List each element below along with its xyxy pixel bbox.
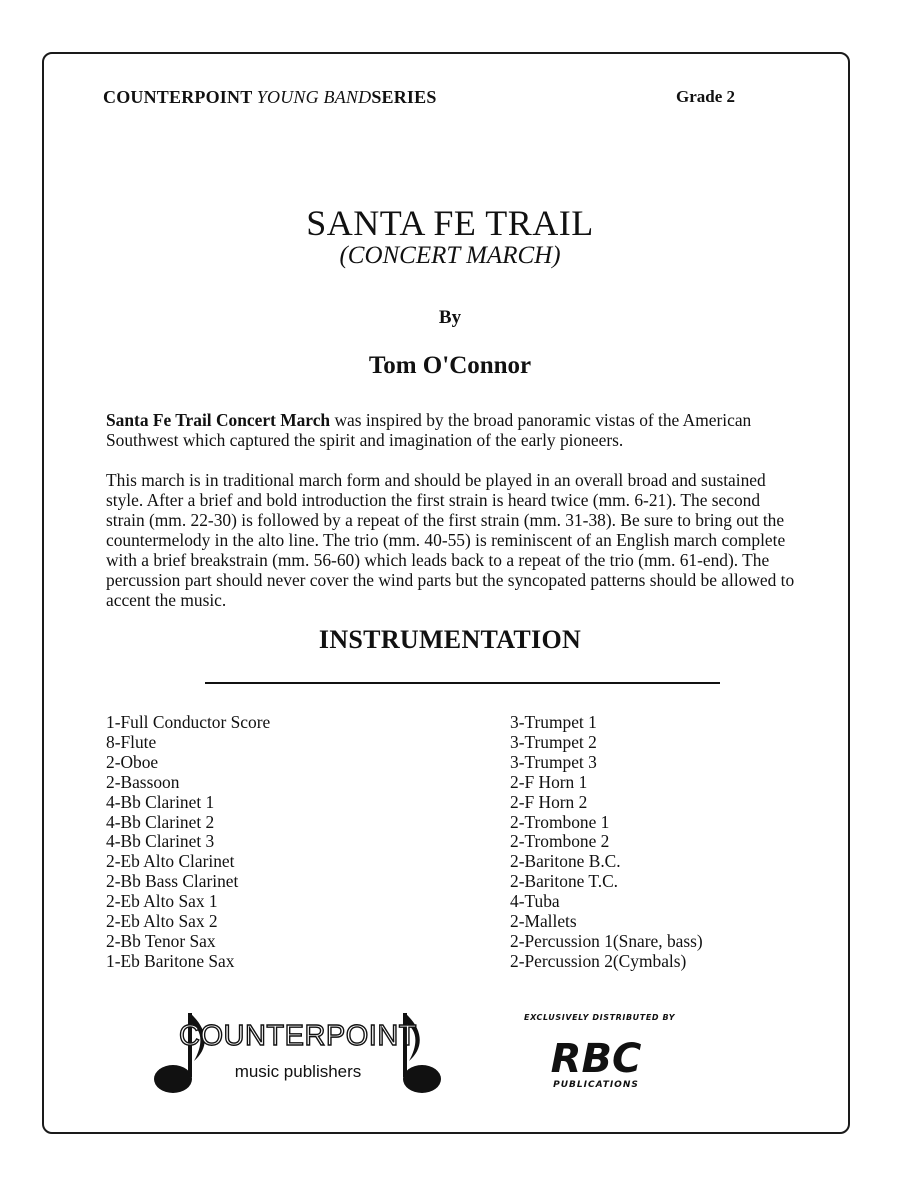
list-item: 2-F Horn 2 bbox=[510, 791, 588, 812]
series-name: COUNTERPOINT bbox=[103, 87, 257, 107]
list-item: 2-Eb Alto Clarinet bbox=[106, 851, 235, 872]
series-suffix: SERIES bbox=[371, 87, 437, 107]
list-item: 2-Mallets bbox=[510, 911, 577, 932]
list-item: 2-F Horn 1 bbox=[510, 771, 588, 792]
list-item: 2-Percussion 2(Cymbals) bbox=[510, 950, 687, 971]
list-item: 2-Percussion 1(Snare, bass) bbox=[510, 930, 703, 951]
piece-subtitle: (CONCERT MARCH) bbox=[339, 242, 561, 269]
list-item: 4-Bb Clarinet 2 bbox=[106, 811, 215, 832]
note-head-right bbox=[403, 1065, 441, 1093]
list-item: 2-Bb Tenor Sax bbox=[106, 930, 216, 951]
logo-tagline: music publishers bbox=[234, 1062, 362, 1081]
instrument-list-right bbox=[510, 713, 703, 972]
series-name-italic: YOUNG BAND bbox=[256, 87, 372, 107]
instrument-list-left bbox=[106, 713, 270, 972]
piece-title: SANTA FE TRAIL bbox=[306, 203, 594, 243]
grade-label: Grade 2 bbox=[676, 87, 736, 106]
description-title: Santa Fe Trail Concert March bbox=[106, 410, 331, 430]
list-item: 4-Bb Clarinet 1 bbox=[106, 791, 215, 812]
list-item: 2-Baritone B.C. bbox=[510, 851, 621, 872]
distributed-by-label: EXCLUSIVELY DISTRIBUTED BY bbox=[524, 1013, 676, 1022]
list-item: 3-Trumpet 2 bbox=[510, 731, 597, 752]
list-item: 2-Trombone 2 bbox=[510, 831, 610, 852]
list-item: 1-Eb Baritone Sax bbox=[106, 950, 235, 971]
instrumentation-heading: INSTRUMENTATION bbox=[318, 625, 582, 654]
logo-name: COUNTERPOINT bbox=[179, 1020, 417, 1052]
description-paragraph-1 bbox=[106, 410, 796, 450]
rbc-name: RBC bbox=[550, 1036, 642, 1082]
note-head-left bbox=[154, 1065, 192, 1093]
list-item: 3-Trumpet 3 bbox=[510, 751, 597, 772]
list-item: 2-Eb Alto Sax 1 bbox=[106, 891, 218, 912]
list-item: 2-Bassoon bbox=[106, 771, 180, 792]
rbc-logo bbox=[540, 1032, 652, 1094]
list-item: 4-Bb Clarinet 3 bbox=[106, 831, 215, 852]
by-label: By bbox=[438, 307, 462, 328]
list-item: 2-Eb Alto Sax 2 bbox=[106, 911, 218, 932]
series-title bbox=[103, 87, 437, 108]
list-item: 2-Bb Bass Clarinet bbox=[106, 871, 239, 892]
counterpoint-logo bbox=[150, 1005, 450, 1105]
list-item: 4-Tuba bbox=[510, 891, 560, 912]
list-item: 1-Full Conductor Score bbox=[106, 712, 271, 732]
list-item: 2-Baritone T.C. bbox=[510, 871, 619, 892]
composer-name: Tom O'Connor bbox=[368, 352, 532, 379]
list-item: 8-Flute bbox=[106, 731, 157, 752]
description-paragraph-2: This march is in traditional march form and should be played in an overall broad and sustained style. After a brief and bold introduction the first strain is heard twice (mm. 6-21). The second strain (mm. 22-30) is followed by a repeat of the first strain (mm. 31-38). Be sure to bring out the countermelody in the alto line. The trio (mm. 40-55) is reminiscent of an English march complete with a brief breakstrain (mm. 56-60) which leads back to a repeat of the trio (mm. 61-end). The percussion part should never cover the wind parts but the syncopated patterns should be allowed to accent the music. bbox=[106, 470, 795, 610]
list-item: 2-Trombone 1 bbox=[510, 811, 610, 832]
description-text: was inspired by the broad panoramic vistas of the American Southwest which captured the spirit and imagination of the early pioneers. bbox=[106, 410, 752, 450]
list-item: 2-Oboe bbox=[106, 751, 159, 772]
rbc-sub: PUBLICATIONS bbox=[553, 1080, 639, 1090]
divider bbox=[205, 682, 720, 684]
list-item: 3-Trumpet 1 bbox=[510, 712, 597, 732]
